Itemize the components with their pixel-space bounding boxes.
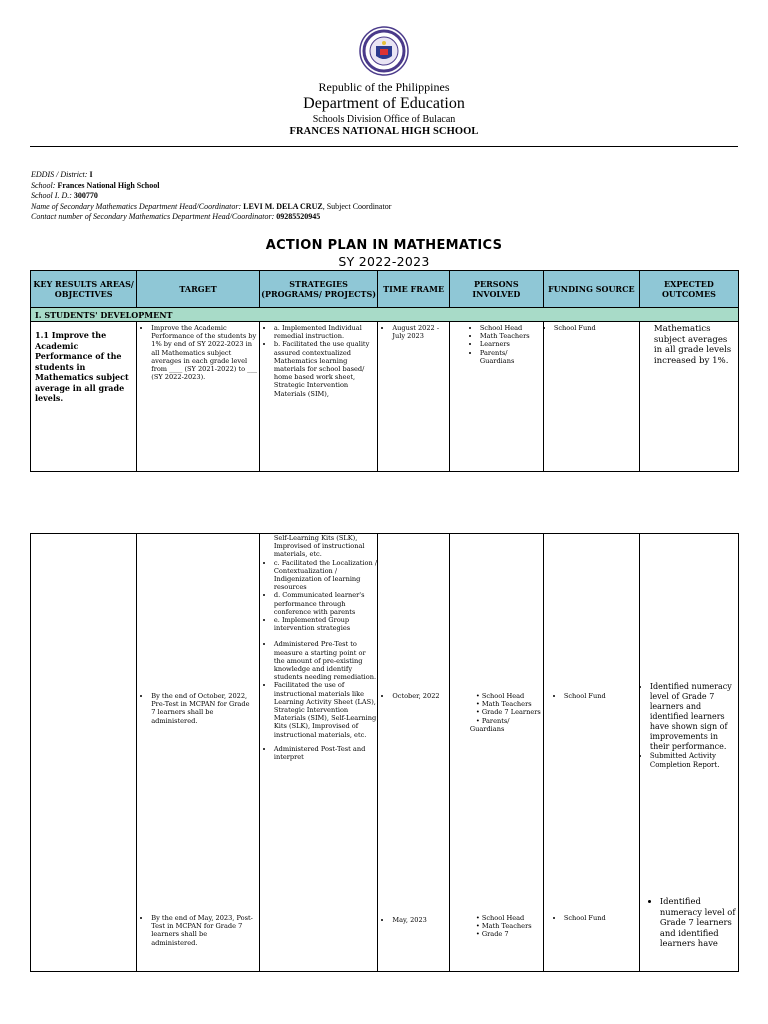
outcome-cell [639, 534, 738, 972]
funding-item: • School Fund [564, 692, 637, 700]
persons-group [470, 914, 541, 939]
strategies-cell [259, 322, 378, 472]
funding-item: • School Fund [564, 914, 637, 922]
person-item: • School Head [480, 324, 543, 332]
col-header-time-frame: TIME FRAME [378, 271, 450, 308]
info-block [31, 170, 391, 223]
header-divider [30, 146, 738, 147]
school-id-label: School I. D.: [31, 191, 72, 200]
persons-cell [449, 534, 543, 972]
head-value: LEVI M. DELA CRUZ [243, 201, 323, 211]
target-cell [137, 534, 260, 972]
action-plan-table [30, 270, 739, 472]
time-frame-cell [378, 322, 450, 472]
section-title: I. STUDENTS' DEVELOPMENT [31, 308, 739, 322]
person-item: • Learners [480, 340, 543, 348]
target-item: • Improve the Academic Performance of the students by 1% by end of SY 2022-2023 in all Mathematics subject averages in each grade level from ____ (SY 2021-2022) to ___ (SY 2022-2023). [151, 324, 259, 381]
school-value: Frances National High School [57, 180, 160, 190]
plan-title: ACTION PLAN IN MATHEMATICS [265, 238, 503, 253]
strategy-item: • d. Communicated learner's performance through conference with parents [274, 591, 378, 616]
school-line [31, 181, 391, 192]
strategy-item: • Facilitated the use of instructional materials like Learning Activity Sheet (LAS), Strategic Intervention Materials (SIM), Self-Learning Kits (SLK), Improvised of instructional materials, etc. [274, 681, 378, 738]
contact-line [31, 212, 391, 223]
person-item: • Parents/ Guardians [480, 349, 543, 365]
district-value: I [89, 170, 93, 179]
contact-label: Contact number of Secondary Mathematics Department Head/Coordinator: [31, 212, 275, 221]
funding-item: • School Fund [554, 324, 639, 332]
person-item: • Math Teachers [480, 332, 543, 340]
funding-cell [543, 534, 639, 972]
division-office: Schools Division Office of Bulacan [312, 114, 456, 125]
person-item: • Math Teachers [475, 922, 532, 931]
col-header-persons: PERSONS INVOLVED [449, 271, 543, 308]
district-line [31, 170, 391, 181]
school-id-line [31, 191, 391, 202]
funding-cell [543, 322, 639, 472]
outcome-item: • Identified numeracy level of Grade 7 learners and identified learners have [660, 896, 736, 949]
persons-group [470, 692, 541, 733]
person-item: • Grade 7 Learners [475, 708, 541, 717]
table-row [31, 322, 739, 472]
strategy-item: • e. Implemented Group intervention strategies [274, 616, 378, 632]
republic-line: Republic of the Philippines [318, 80, 450, 94]
strategy-item: • b. Facilitated the use quality assured contextualized Mathematics learning materials for school based/ home based work sheet, Strategic Intervention Materials (SIM), [274, 340, 378, 397]
outcome-item: • Submitted Activity Completion Report. [650, 752, 736, 770]
head-role: , Subject Coordinator [322, 201, 392, 211]
objective-cell [31, 534, 137, 972]
school-label: School: [31, 180, 56, 190]
action-plan-table-continued [30, 533, 739, 972]
time-frame-item: • October, 2022 [392, 692, 447, 700]
head-label: Name of Secondary Mathematics Department Head/Coordinator: [31, 201, 242, 211]
col-header-strategies: STRATEGIES (PROGRAMS/ PROJECTS) [259, 271, 378, 308]
time-frame-item: • May, 2023 [392, 916, 447, 924]
contact-value: 09285520945 [276, 212, 321, 221]
col-header-funding: FUNDING SOURCE [543, 271, 639, 308]
person-item: • School Head [475, 692, 525, 700]
target-item: • By the end of October, 2022, Pre-Test in MCPAN for Grade 7 learners shall be administered. [151, 692, 255, 725]
strategy-item: • c. Facilitated the Localization / Contextualization / Indigenization of learning resources [274, 559, 378, 592]
school-year: SY 2022-2023 [338, 254, 430, 269]
outcome-item: • Identified numeracy level of Grade 7 learners and identified learners have shown sign of improvements in their performance. [650, 682, 736, 752]
department-name: Department of Education [303, 95, 465, 112]
time-frame-item: • August 2022 - July 2023 [392, 324, 449, 340]
district-label: EDDIS / District: [31, 170, 88, 179]
strategy-item: • a. Implemented Individual remedial instruction. [274, 324, 378, 340]
person-item: • Parents/ Guardians [469, 716, 510, 733]
person-item: • Grade 7 [475, 930, 509, 939]
objective-cell: 1.1 Improve the Academic Performance of the students in Mathematics subject average in all grade levels. [31, 322, 137, 472]
col-header-objectives: KEY RESULTS AREAS/ OBJECTIVES [31, 271, 137, 308]
time-frame-cell [378, 534, 450, 972]
strategy-item: • Administered Post-Test and interpret [274, 745, 378, 761]
deped-seal-icon [359, 26, 409, 76]
strategy-continuation: Self-Learning Kits (SLK), Improvised of instructional materials, etc. [273, 534, 365, 559]
head-line [31, 202, 391, 213]
col-header-outcomes: EXPECTED OUTCOMES [639, 271, 738, 308]
table-header-row [31, 271, 739, 308]
strategies-cell [259, 534, 378, 972]
strategy-item: • Administered Pre-Test to measure a starting point or the amount of pre-existing knowledge and identify students needing remediation. [274, 640, 378, 681]
col-header-target: TARGET [137, 271, 260, 308]
section-row [31, 308, 739, 322]
person-item: • Math Teachers [475, 700, 532, 709]
person-item: • School Head [475, 914, 525, 922]
table-row [31, 534, 739, 972]
outcome-cell: Mathematics subject averages in all grade levels increased by 1%. [639, 322, 738, 472]
school-name-header: FRANCES NATIONAL HIGH SCHOOL [289, 126, 479, 137]
school-id-value: 300770 [73, 191, 98, 200]
persons-cell [449, 322, 543, 472]
target-item: • By the end of May, 2023, Post-Test in MCPAN for Grade 7 learners shall be administered. [151, 914, 255, 947]
target-cell [137, 322, 260, 472]
